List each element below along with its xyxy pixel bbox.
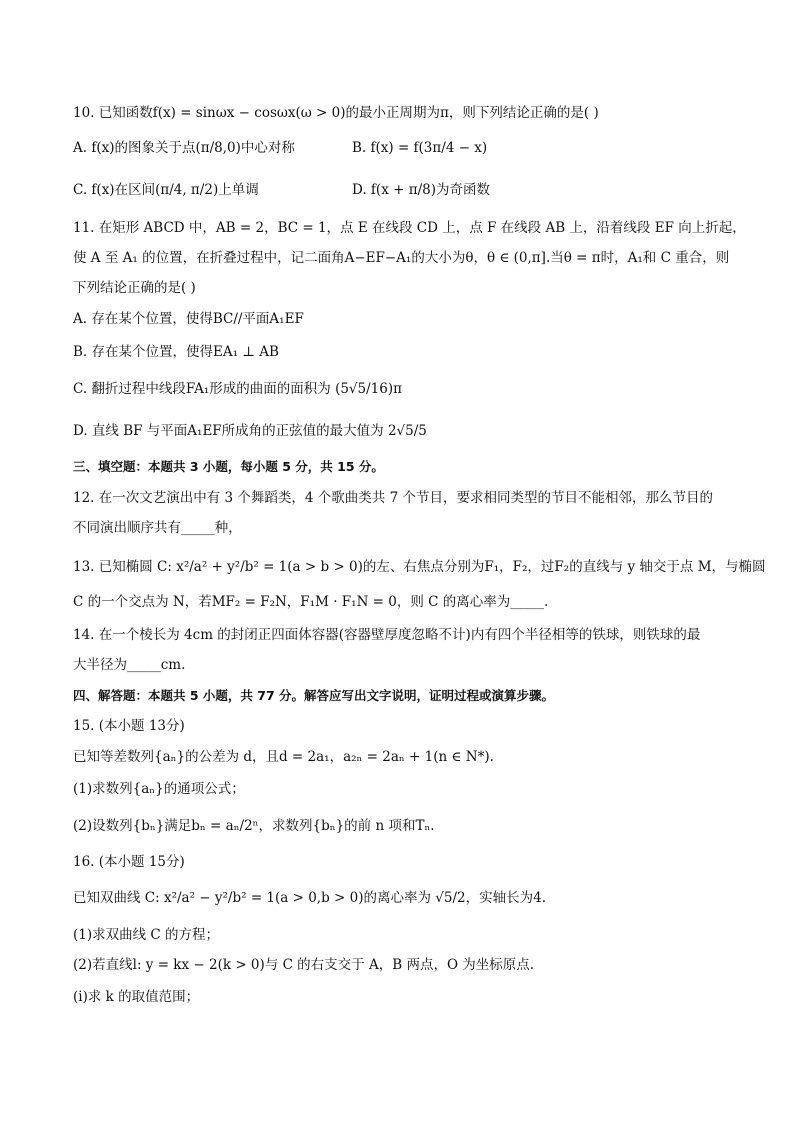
q10-option-d: D. f(x + π/8)为奇函数	[352, 182, 490, 198]
q13-line2: C 的一个交点为 N，若MF₂ = F₂N，F₁M · F₁N = 0，则 C 的离心率为_____.	[73, 594, 549, 610]
q15-part2: (2)设数列{bₙ}满足bₙ = aₙ/2ⁿ，求数列{bₙ}的前 n 项和Tₙ.	[73, 818, 435, 834]
q16-part2: (2)若直线l: y = kx − 2(k > 0)与 C 的右支交于 A，B 两点，O 为坐标原点.	[73, 957, 535, 973]
q11-line1: 11. 在矩形 ABCD 中，AB = 2，BC = 1，点 E 在线段 CD 上，点 F 在线段 AB 上，沿着线段 EF 向上折起，	[73, 220, 746, 236]
q12-line2: 不同演出顺序共有_____种，	[73, 520, 242, 536]
q11-option-d: D. 直线 BF 与平面A₁EF所成角的正弦值的最大值为 2√5/5	[73, 423, 427, 439]
section-3-heading: 三、填空题：本题共 3 小题，每小题 5 分，共 15 分。	[73, 459, 384, 474]
q15-part1: (1)求数列{aₙ}的通项公式；	[73, 781, 245, 797]
q16-heading: 16. (本小题 15分)	[73, 854, 185, 870]
q11-option-c: C. 翻折过程中线段FA₁形成的曲面的面积为 (5√5/16)π	[73, 381, 402, 397]
q11-line2: 使 A 至 A₁ 的位置，在折叠过程中，记二面角A−EF−A₁的大小为θ，θ ∈ (0,π].当θ = π时，A₁和 C 重合，则	[73, 250, 730, 266]
q16-part1: (1)求双曲线 C 的方程；	[73, 927, 220, 943]
q16-stem: 已知双曲线 C: x²/a² − y²/b² = 1(a > 0,b > 0)的离心率为 √5/2，实轴长为4.	[73, 890, 546, 906]
q15-heading: 15. (本小题 13分)	[73, 718, 185, 734]
q16-part2-i: (i)求 k 的取值范围；	[73, 989, 200, 1005]
q15-stem: 已知等差数列{aₙ}的公差为 d，且d = 2a₁，a₂ₙ = 2aₙ + 1(n ∈ N*).	[73, 749, 494, 765]
q10-stem: 10. 已知函数f(x) = sinωx − cosωx(ω > 0)的最小正周期为π，则下列结论正确的是( )	[73, 105, 599, 121]
section-4-heading: 四、解答题：本题共 5 小题，共 77 分。解答应写出文字说明，证明过程或演算步骤。	[73, 688, 555, 703]
q11-option-a: A. 存在某个位置，使得BC//平面A₁EF	[73, 311, 304, 327]
q14-line2: 大半径为_____cm.	[73, 657, 186, 673]
q14-line1: 14. 在一个棱长为 4cm 的封闭正四面体容器(容器壁厚度忽略不计)内有四个半径相等的铁球，则铁球的最	[73, 627, 701, 643]
q10-option-a: A. f(x)的图象关于点(π/8,0)中心对称	[73, 140, 295, 156]
q12-line1: 12. 在一次文艺演出中有 3 个舞蹈类，4 个歌曲类共 7 个节目，要求相同类型的节目不能相邻，那么节目的	[73, 490, 713, 506]
q13-line1: 13. 已知椭圆 C: x²/a² + y²/b² = 1(a > b > 0)的左、右焦点分别为F₁，F₂，过F₂的直线与 y 轴交于点 M，与椭圆	[73, 559, 766, 575]
q11-option-b: B. 存在某个位置，使得EA₁ ⊥ AB	[73, 344, 279, 360]
q10-option-c: C. f(x)在区间(π/4, π/2)上单调	[73, 182, 259, 198]
q10-option-b: B. f(x) = f(3π/4 − x)	[352, 140, 488, 156]
q11-line3: 下列结论正确的是( )	[73, 280, 196, 296]
